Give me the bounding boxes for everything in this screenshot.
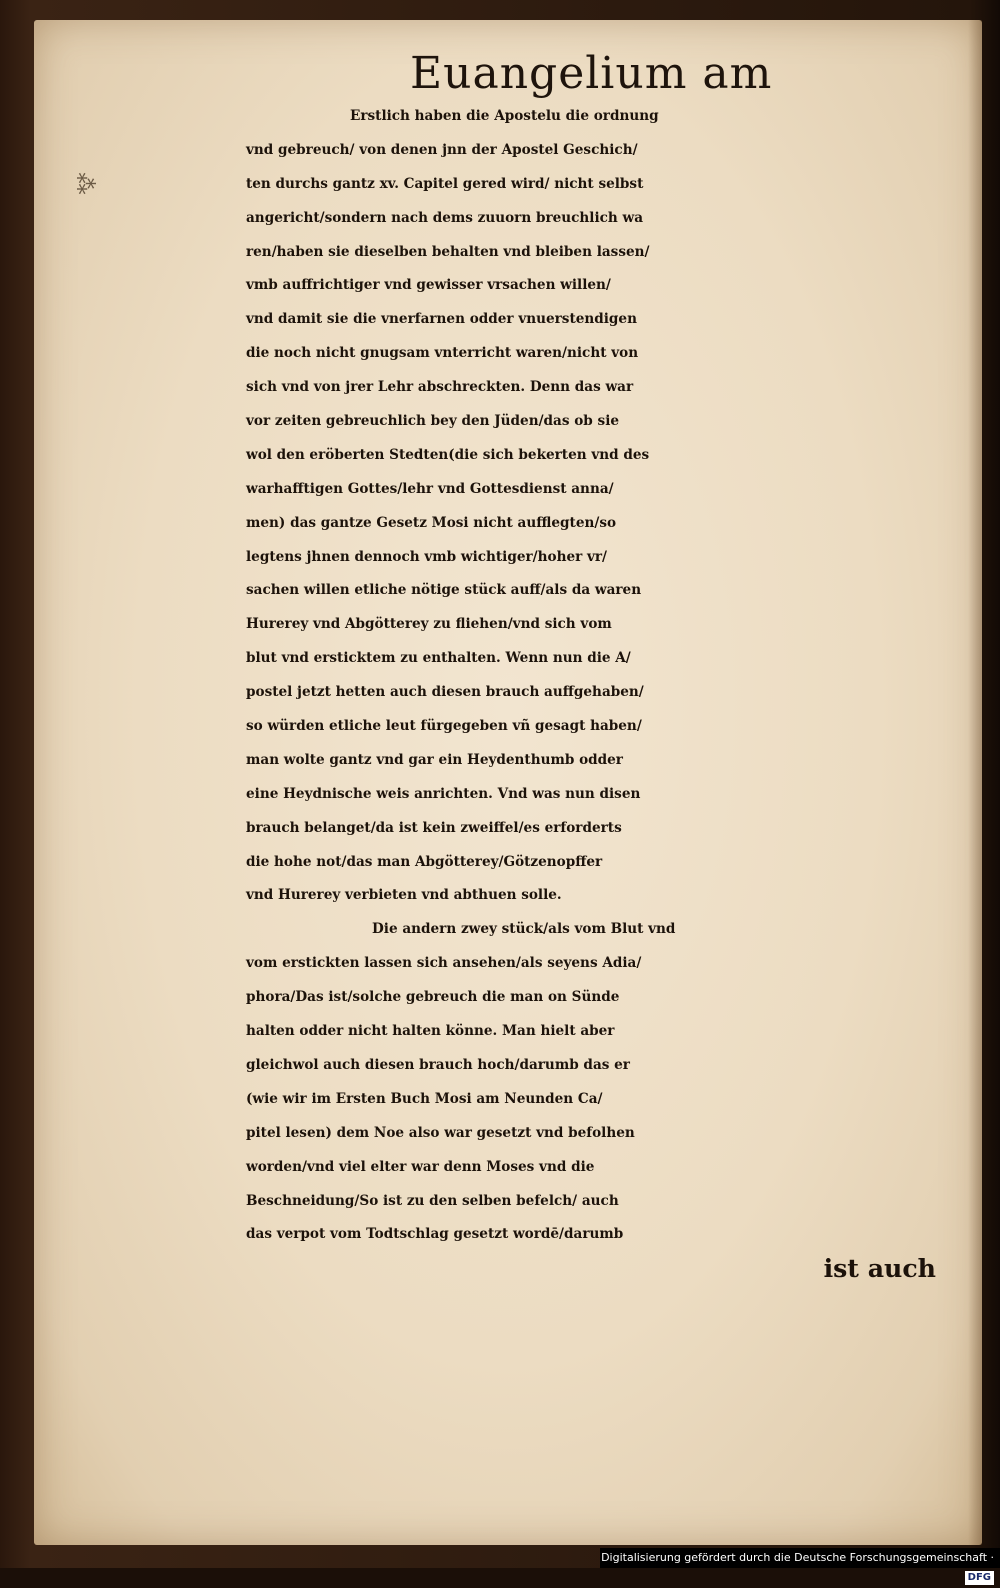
text-line: die noch nicht gnugsam vnterricht waren/nicht von bbox=[246, 345, 639, 362]
text-line: men) das gantze Gesetz Mosi nicht aufflegten/so bbox=[246, 514, 617, 531]
footer-bar bbox=[600, 1548, 1000, 1583]
text-line: (wie wir im Ersten Buch Mosi am Neunden Ca/ bbox=[246, 1090, 603, 1107]
text-line: vnd Hurerey verbieten vnd abthuen solle. bbox=[246, 887, 562, 904]
text-line: ren/haben sie dieselben behalten vnd bleiben lassen/ bbox=[246, 243, 650, 260]
text-line: so würden etliche leut fürgegeben vñ gesagt haben/ bbox=[246, 718, 642, 735]
text-line: sich vnd von jrer Lehr abschreckten. Denn das war bbox=[246, 379, 634, 396]
text-line: Die andern zwey stück/als vom Blut vnd bbox=[372, 921, 676, 938]
text-line: vom erstickten lassen sich ansehen/als seyens Adia/ bbox=[246, 955, 642, 972]
text-line: worden/vnd viel elter war denn Moses vnd die bbox=[246, 1158, 595, 1175]
text-line: sachen willen etliche nötige stück auff/als da waren bbox=[246, 582, 642, 599]
text-line: postel jetzt hetten auch diesen brauch auffgehaben/ bbox=[246, 684, 644, 701]
body-text bbox=[246, 100, 956, 1286]
text-line: die hohe not/das man Abgötterey/Götzenopffer bbox=[246, 853, 603, 870]
text-line: blut vnd ersticktem zu enthalten. Wenn nun die A/ bbox=[246, 650, 631, 667]
running-header: Euangelium am bbox=[410, 48, 773, 99]
text-line: Hurerey vnd Abgötterey zu fliehen/vnd sich vom bbox=[246, 616, 612, 633]
text-line: vnd damit sie die vnerfarnen odder vnuerstendigen bbox=[246, 311, 637, 328]
text-line: Erstlich haben die Apostelu die ordnung bbox=[350, 108, 659, 124]
dfg-logo: DFG bbox=[965, 1571, 994, 1585]
text-line: vmb auffrichtiger vnd gewisser vrsachen willen/ bbox=[246, 277, 611, 294]
text-line: vor zeiten gebreuchlich bey den Jüden/das ob sie bbox=[246, 413, 620, 430]
text-line: legtens jhnen dennoch vmb wichtiger/hoher vr/ bbox=[246, 548, 608, 565]
text-line: pitel lesen) dem Noe also war gesetzt vnd befolhen bbox=[246, 1124, 635, 1141]
text-line: eine Heydnische weis anrichten. Vnd was nun disen bbox=[246, 785, 641, 802]
text-line: das verpot vom Todtschlag gesetzt wordē/darumb bbox=[246, 1226, 624, 1243]
text-line: vnd gebreuch/ von denen jnn der Apostel Geschich/ bbox=[246, 141, 638, 158]
text-line: ten durchs gantz xv. Capitel gered wird/ nicht selbst bbox=[246, 175, 644, 192]
text-line: warhafftigen Gottes/lehr vnd Gottesdienst anna/ bbox=[246, 480, 614, 497]
text-line: brauch belanget/da ist kein zweiffel/es erforderts bbox=[246, 819, 622, 836]
text-line: man wolte gantz vnd gar ein Heydenthumb odder bbox=[246, 751, 623, 768]
text-line: wol den eröberten Stedten(die sich bekerten vnd des bbox=[246, 446, 650, 463]
catchword: ist auch bbox=[823, 1253, 936, 1284]
text-line: gleichwol auch diesen brauch hoch/darumb das er bbox=[246, 1056, 630, 1073]
text-line: Beschneidung/So ist zu den selben befelch/ auch bbox=[246, 1192, 619, 1209]
text-line: angericht/sondern nach dems zuuorn breuchlich wa bbox=[246, 209, 644, 226]
footer-text: Digitalisierung gefördert durch die Deutsche Forschungsgemeinschaft · bbox=[601, 1551, 994, 1564]
marginal-mark: ⁂ bbox=[71, 172, 97, 193]
text-line: halten odder nicht halten könne. Man hielt aber bbox=[246, 1023, 615, 1040]
text-line: phora/Das ist/solche gebreuch die man on Sünde bbox=[246, 989, 620, 1006]
